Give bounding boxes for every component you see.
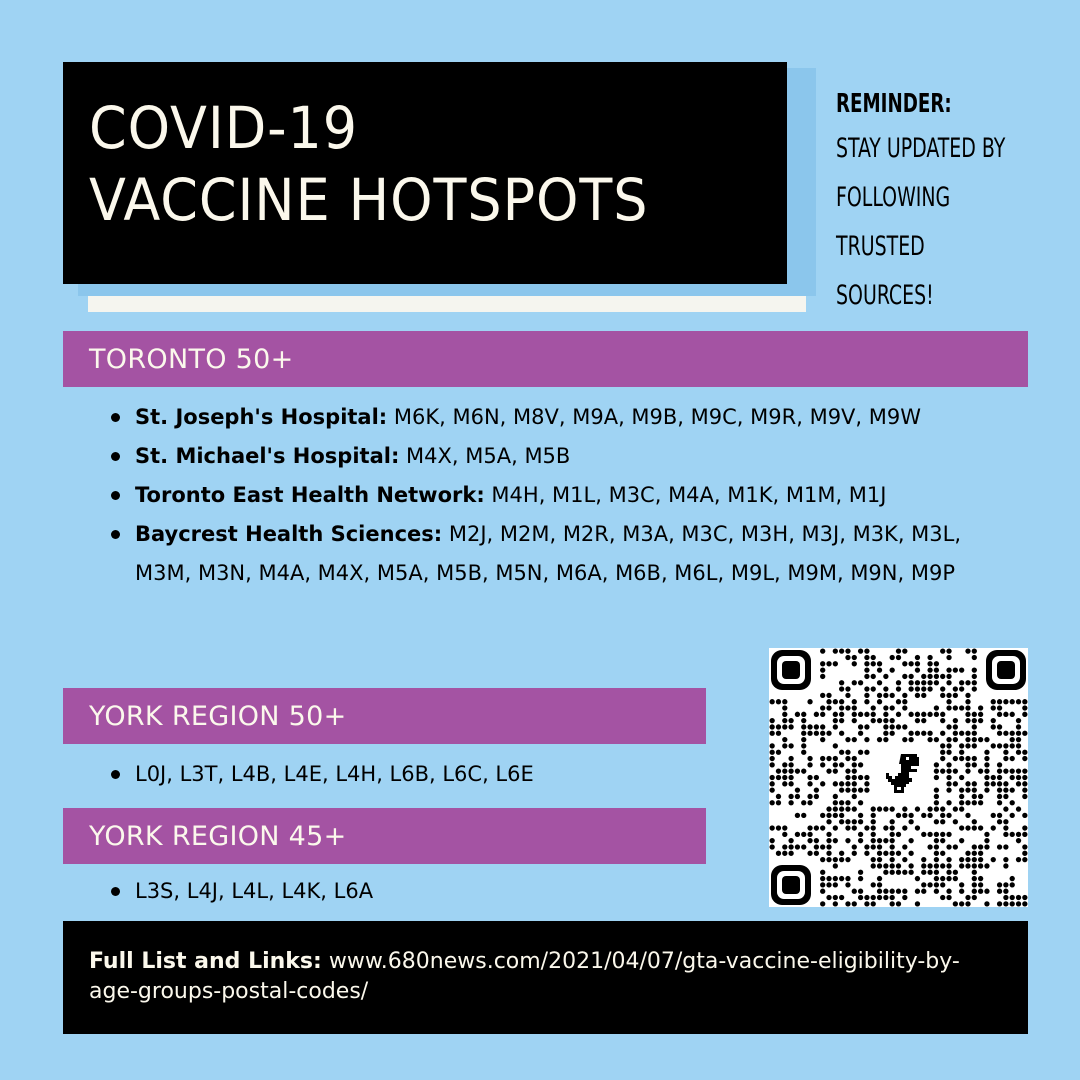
reminder (836, 84, 1076, 320)
title-line-1: COVID-19 (89, 94, 359, 162)
reminder-line: SOURCES! (836, 280, 934, 311)
qr-finder-bottom-left (771, 865, 811, 905)
section-heading-york-50: YORK REGION 50+ (63, 688, 706, 744)
list-item (103, 515, 973, 593)
footer-label: Full List and Links: (89, 949, 322, 974)
postal-codes: M2J, M2M, M2R, M3A, M3C, M3H, M3J, M3K, M3L, M3M, M3N, M4A, M4X, M5A, M5B, M5N, M6A, M6B, M6L, M9L, M9M, M9N, M9P (135, 522, 962, 585)
reminder-heading: REMINDER: (836, 89, 952, 119)
qr-code-graphic (769, 648, 1028, 907)
postal-codes: M4X, M5A, M5B (406, 444, 571, 468)
list-item (103, 872, 703, 911)
footer-url-link[interactable]: www.680news.com/2021/04/07/gta-vaccine-eligibility-by-age-groups-postal-codes/ (89, 949, 960, 1004)
list-item (103, 437, 973, 476)
hospital-name: St. Joseph's Hospital: (135, 405, 388, 429)
section-heading-york-45: YORK REGION 45+ (63, 808, 706, 864)
footer-links (63, 921, 1028, 1034)
hospital-name: Baycrest Health Sciences: (135, 522, 443, 546)
hospital-name: Toronto East Health Network: (135, 483, 485, 507)
york-50-hotspot-list (103, 755, 703, 794)
postal-codes: M6K, M6N, M8V, M9A, M9B, M9C, M9R, M9V, M9W (393, 405, 922, 429)
list-item (103, 398, 973, 437)
list-item (103, 476, 973, 515)
york-45-hotspot-list (103, 872, 703, 911)
qr-code[interactable] (769, 648, 1028, 907)
reminder-line: FOLLOWING (836, 182, 951, 213)
postal-codes: L3S, L4J, L4L, L4K, L6A (135, 879, 374, 903)
toronto-hotspot-list (103, 398, 973, 593)
postal-codes: L0J, L3T, L4B, L4E, L4H, L6B, L6C, L6E (135, 762, 534, 786)
qr-finder-top-left (771, 650, 811, 690)
qr-finder-top-right (986, 650, 1026, 690)
reminder-line: STAY UPDATED BY (836, 133, 1006, 164)
section-heading-toronto-50: TORONTO 50+ (63, 331, 1028, 387)
dinosaur-icon (876, 749, 922, 799)
title-line-2: VACCINE HOTSPOTS (89, 166, 649, 234)
reminder-line: TRUSTED (836, 231, 925, 262)
postal-codes: M4H, M1L, M3C, M4A, M1K, M1M, M1J (491, 483, 887, 507)
hospital-name: St. Michael's Hospital: (135, 444, 400, 468)
list-item (103, 755, 703, 794)
title-box (63, 62, 787, 284)
